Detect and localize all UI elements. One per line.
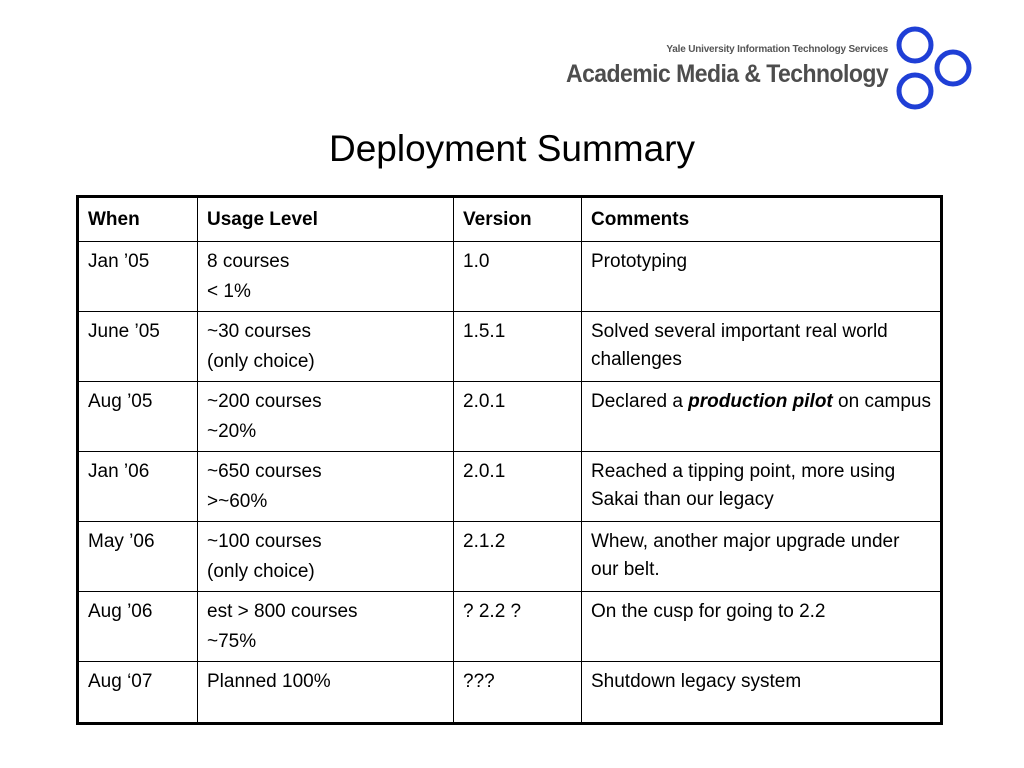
- usage-note: < 1%: [207, 281, 251, 302]
- ring-right-icon: [937, 52, 969, 84]
- logo-title: Academic Media & Technology: [565, 60, 888, 88]
- cell-version: 2.0.1: [454, 382, 582, 452]
- cell-version: 2.0.1: [454, 452, 582, 522]
- cell-version: 1.0: [454, 242, 582, 312]
- table-row: [78, 592, 942, 662]
- usage-count: est > 800 courses: [207, 601, 358, 622]
- cell-comments: Whew, another major upgrade under our belt.: [582, 522, 942, 592]
- header-usage-level: Usage Level: [198, 197, 454, 242]
- usage-count: ~100 courses: [207, 531, 322, 552]
- cell-usage: [198, 522, 454, 592]
- three-rings-icon: [895, 26, 979, 110]
- cell-when: Aug ‘07: [78, 662, 198, 724]
- table-row: [78, 242, 942, 312]
- cell-version: 2.1.2: [454, 522, 582, 592]
- cell-usage: [198, 662, 454, 724]
- cell-usage: [198, 312, 454, 382]
- cell-comments: Prototyping: [582, 242, 942, 312]
- header-when: When: [78, 197, 198, 242]
- cell-usage: [198, 382, 454, 452]
- cell-comments: Shutdown legacy system: [582, 662, 942, 724]
- header-comments: Comments: [582, 197, 942, 242]
- cell-when: Jan ’06: [78, 452, 198, 522]
- cell-when: May ’06: [78, 522, 198, 592]
- cell-usage: [198, 242, 454, 312]
- cell-comments: Reached a tipping point, more using Sakai than our legacy: [582, 452, 942, 522]
- usage-note: ~20%: [207, 421, 257, 442]
- usage-count: ~200 courses: [207, 391, 322, 412]
- cell-when: Aug ’05: [78, 382, 198, 452]
- table-row: [78, 312, 942, 382]
- cell-when: Jan ’05: [78, 242, 198, 312]
- cell-when: Aug ’06: [78, 592, 198, 662]
- cell-version: ???: [454, 662, 582, 724]
- ring-top-icon: [899, 29, 931, 61]
- table-row: [78, 662, 942, 724]
- table-row: [78, 452, 942, 522]
- cell-usage: [198, 452, 454, 522]
- usage-count: ~650 courses: [207, 461, 322, 482]
- usage-note: ~75%: [207, 631, 257, 652]
- deployment-summary-table: [76, 195, 943, 725]
- cell-when: June ’05: [78, 312, 198, 382]
- usage-count: ~30 courses: [207, 321, 312, 342]
- usage-count: Planned 100%: [207, 671, 331, 692]
- cell-version: 1.5.1: [454, 312, 582, 382]
- ring-bottom-icon: [899, 75, 931, 107]
- usage-count: 8 courses: [207, 251, 290, 272]
- usage-note: >~60%: [207, 491, 268, 512]
- cell-version: ? 2.2 ?: [454, 592, 582, 662]
- usage-note: (only choice): [207, 561, 315, 582]
- cell-comments: Solved several important real world challenges: [582, 312, 942, 382]
- comment-emphasis: production pilot: [688, 391, 833, 412]
- comment-text: Declared a: [591, 391, 689, 412]
- slide-title: Deployment Summary: [328, 128, 695, 169]
- cell-comments: [582, 382, 942, 452]
- usage-note: (only choice): [207, 351, 315, 372]
- table-row: [78, 522, 942, 592]
- cell-comments: On the cusp for going to 2.2: [582, 592, 942, 662]
- logo-subtitle: Yale University Information Technology Services: [666, 44, 888, 55]
- table-header-row: [78, 197, 942, 242]
- table-row: [78, 382, 942, 452]
- institution-logo: [552, 26, 982, 116]
- header-version: Version: [454, 197, 582, 242]
- cell-usage: [198, 592, 454, 662]
- comment-text: on campus: [832, 391, 931, 412]
